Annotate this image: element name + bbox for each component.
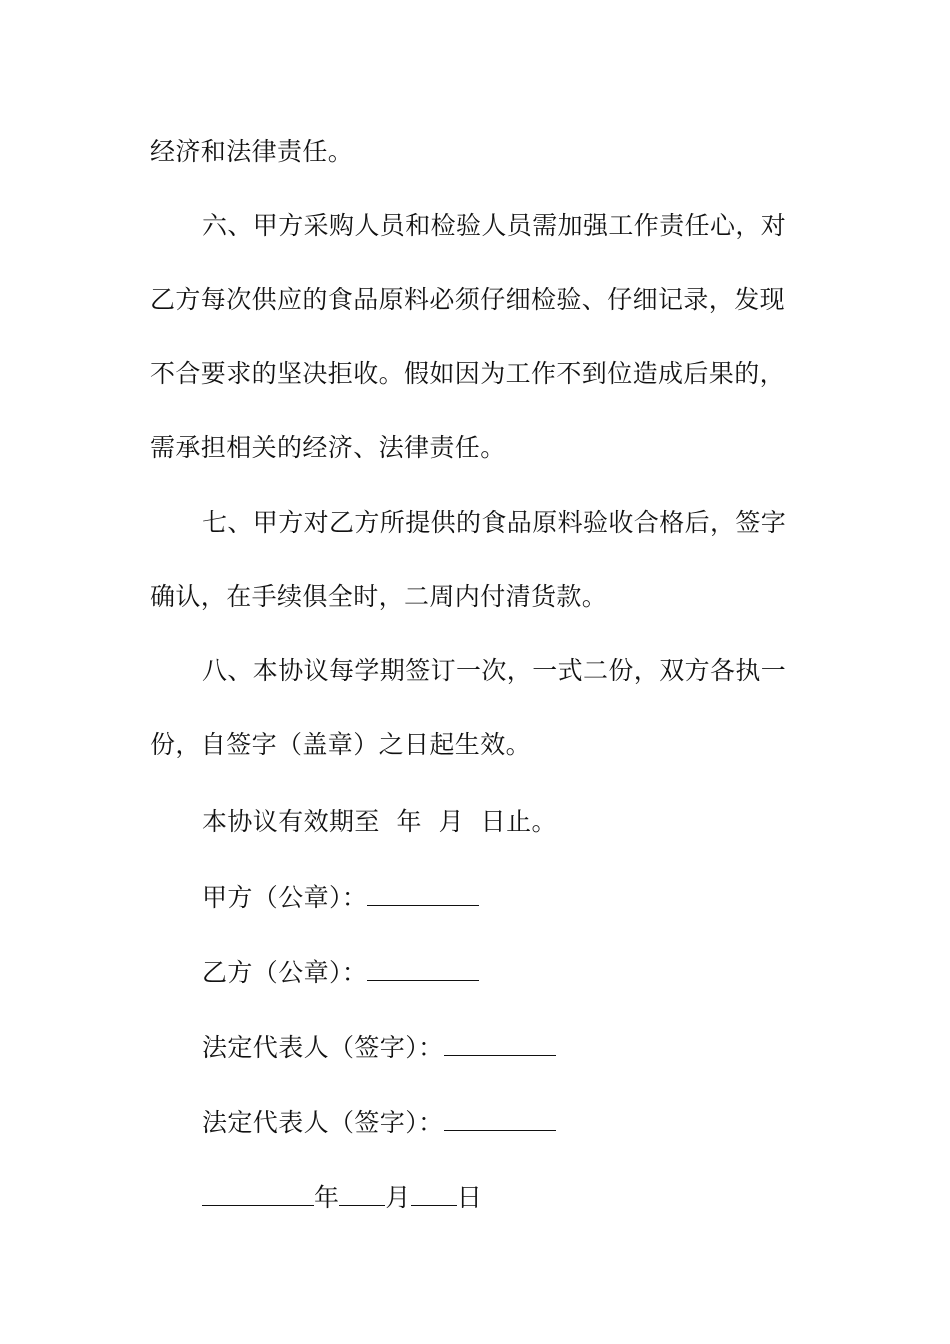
month-label: 月 — [385, 1183, 411, 1212]
year-blank — [202, 1181, 314, 1206]
paragraph-line: 八、本协议每学期签订一次，一式二份，双方各执一 — [202, 656, 787, 685]
rep-b-label: 法定代表人（签字）： — [202, 1108, 444, 1137]
paragraph-line: 不合要求的坚决拒收。假如因为工作不到位造成后果的， — [150, 359, 786, 388]
rep-a-blank — [444, 1031, 556, 1056]
day-blank — [411, 1181, 457, 1206]
party-b-blank — [367, 956, 479, 981]
party-b-seal-line — [202, 956, 847, 989]
party-a-label: 甲方（公章）： — [202, 883, 368, 912]
party-a-seal-line — [202, 881, 847, 914]
rep-a-label: 法定代表人（签字）： — [202, 1033, 444, 1062]
paragraph-line: 经济和法律责任。 — [150, 137, 354, 166]
paragraph-line: 乙方每次供应的食品原料必须仔细检验、仔细记录，发现 — [150, 285, 786, 314]
party-b-label: 乙方（公章）： — [202, 958, 368, 987]
rep-b-blank — [444, 1106, 556, 1131]
rep-b-sign-line — [202, 1106, 847, 1139]
rep-a-sign-line — [202, 1031, 847, 1064]
paragraph-line: 六、甲方采购人员和检验人员需加强工作责任心，对 — [202, 211, 787, 240]
year-label: 年 — [314, 1183, 340, 1212]
paragraph-line: 确认，在手续俱全时，二周内付清货款。 — [150, 582, 608, 611]
party-a-blank — [367, 881, 479, 906]
paragraph-line: 七、甲方对乙方所提供的食品原料验收合格后，签字 — [202, 508, 787, 537]
paragraph-line: 需承担相关的经济、法律责任。 — [150, 433, 506, 462]
day-label: 日 — [456, 1183, 483, 1212]
date-line — [202, 1181, 847, 1214]
validity-line: 本协议有效期至 年 月 日止。 — [202, 807, 557, 836]
month-blank — [339, 1181, 385, 1206]
paragraph-line: 份，自签字（盖章）之日起生效。 — [150, 730, 532, 759]
